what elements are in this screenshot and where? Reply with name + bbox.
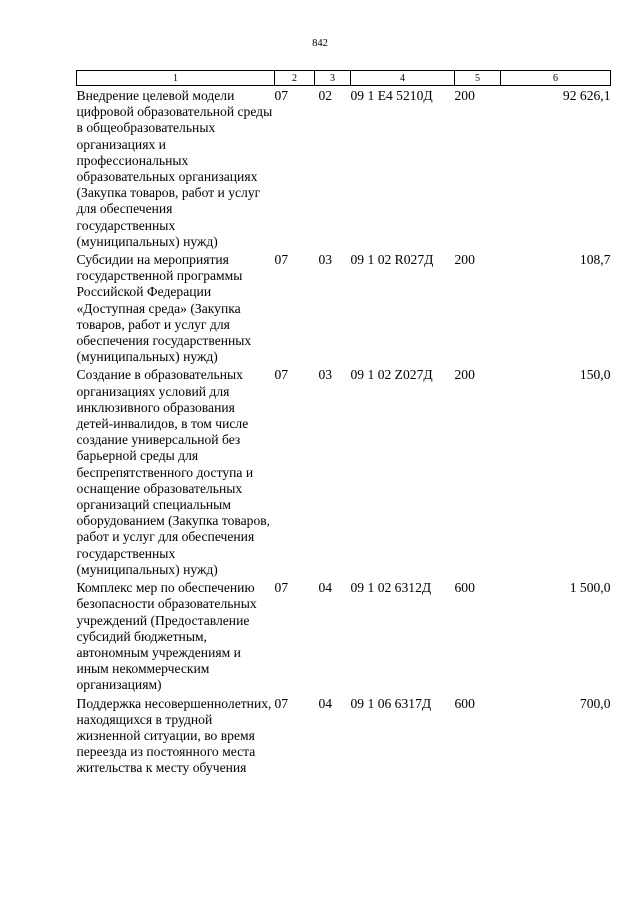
column-header-2: 2: [275, 71, 315, 86]
row-name: Субсидии на мероприятия государственной программы Российской Федерации «Доступная среда» (Закупка товаров, работ и услуг для обеспечения государственных (муниципальных) нужд): [76, 252, 252, 365]
row-target-code: 09 1 02 R027Д: [350, 252, 434, 268]
row-subsection: 02: [318, 88, 333, 103]
row-subsection: 03: [318, 252, 333, 268]
budget-table: [76, 70, 611, 777]
row-section: 07: [274, 367, 289, 383]
row-amount: 92 626,1: [562, 88, 611, 103]
row-amount: 150,0: [579, 367, 611, 383]
table-row: [77, 578, 611, 693]
row-section: 07: [274, 695, 289, 711]
row-subsection: 04: [318, 580, 333, 596]
table-header: [77, 71, 611, 86]
page-number: 842: [312, 38, 328, 49]
column-header-3: 3: [315, 71, 351, 86]
row-amount: 1 500,0: [569, 580, 611, 596]
row-expense-type: 200: [454, 252, 475, 268]
row-name: Внедрение целевой модели цифровой образовательной среды в общеобразовательных организациях и профессиональных образовательных организациях (Закупка товаров, работ и услуг для обеспечения государственных (муниципальных) нужд): [76, 88, 273, 249]
table-body: [77, 86, 611, 777]
row-expense-type: 600: [454, 580, 475, 596]
row-name: Комплекс мер по обеспечению безопасности образовательных учреждений (Предоставление субсидий бюджетным, автономным учреждениям и иным некоммерческим организациям): [76, 580, 257, 693]
table-row: [77, 365, 611, 578]
row-amount: 700,0: [579, 695, 611, 711]
header-row: [77, 71, 611, 86]
row-section: 07: [274, 580, 289, 596]
column-header-5: 5: [455, 71, 501, 86]
row-expense-type: 200: [454, 88, 475, 103]
row-amount: 108,7: [579, 252, 611, 268]
row-name: Поддержка несовершеннолетних, находящихся в трудной жизненной ситуации, во время переезда из постоянного места жительства к месту обучения: [76, 695, 272, 776]
row-section: 07: [274, 88, 289, 103]
column-header-1: 1: [77, 71, 275, 86]
table-row: [77, 694, 611, 777]
row-subsection: 03: [318, 367, 333, 383]
row-section: 07: [274, 252, 289, 268]
row-subsection: 04: [318, 695, 333, 711]
row-name: Создание в образовательных организациях условий для инклюзивного образования детей-инвалидов, в том числе создание универсальной без барьерной среды для беспрепятственного доступа и оснащение образовательных организаций специальным оборудованием (Закупка товаров, работ и услуг для обеспечения государственных (муниципальных) нужд): [76, 367, 271, 577]
table-row: [77, 250, 611, 365]
table-row: [77, 86, 611, 251]
row-target-code: 09 1 Е4 5210Д: [350, 88, 433, 103]
row-target-code: 09 1 02 6312Д: [350, 580, 432, 596]
row-target-code: 09 1 02 Z027Д: [350, 367, 433, 383]
row-target-code: 09 1 06 6317Д: [350, 695, 432, 711]
row-expense-type: 200: [454, 367, 475, 383]
column-header-6: 6: [501, 71, 611, 86]
row-expense-type: 600: [454, 695, 475, 711]
column-header-4: 4: [351, 71, 455, 86]
